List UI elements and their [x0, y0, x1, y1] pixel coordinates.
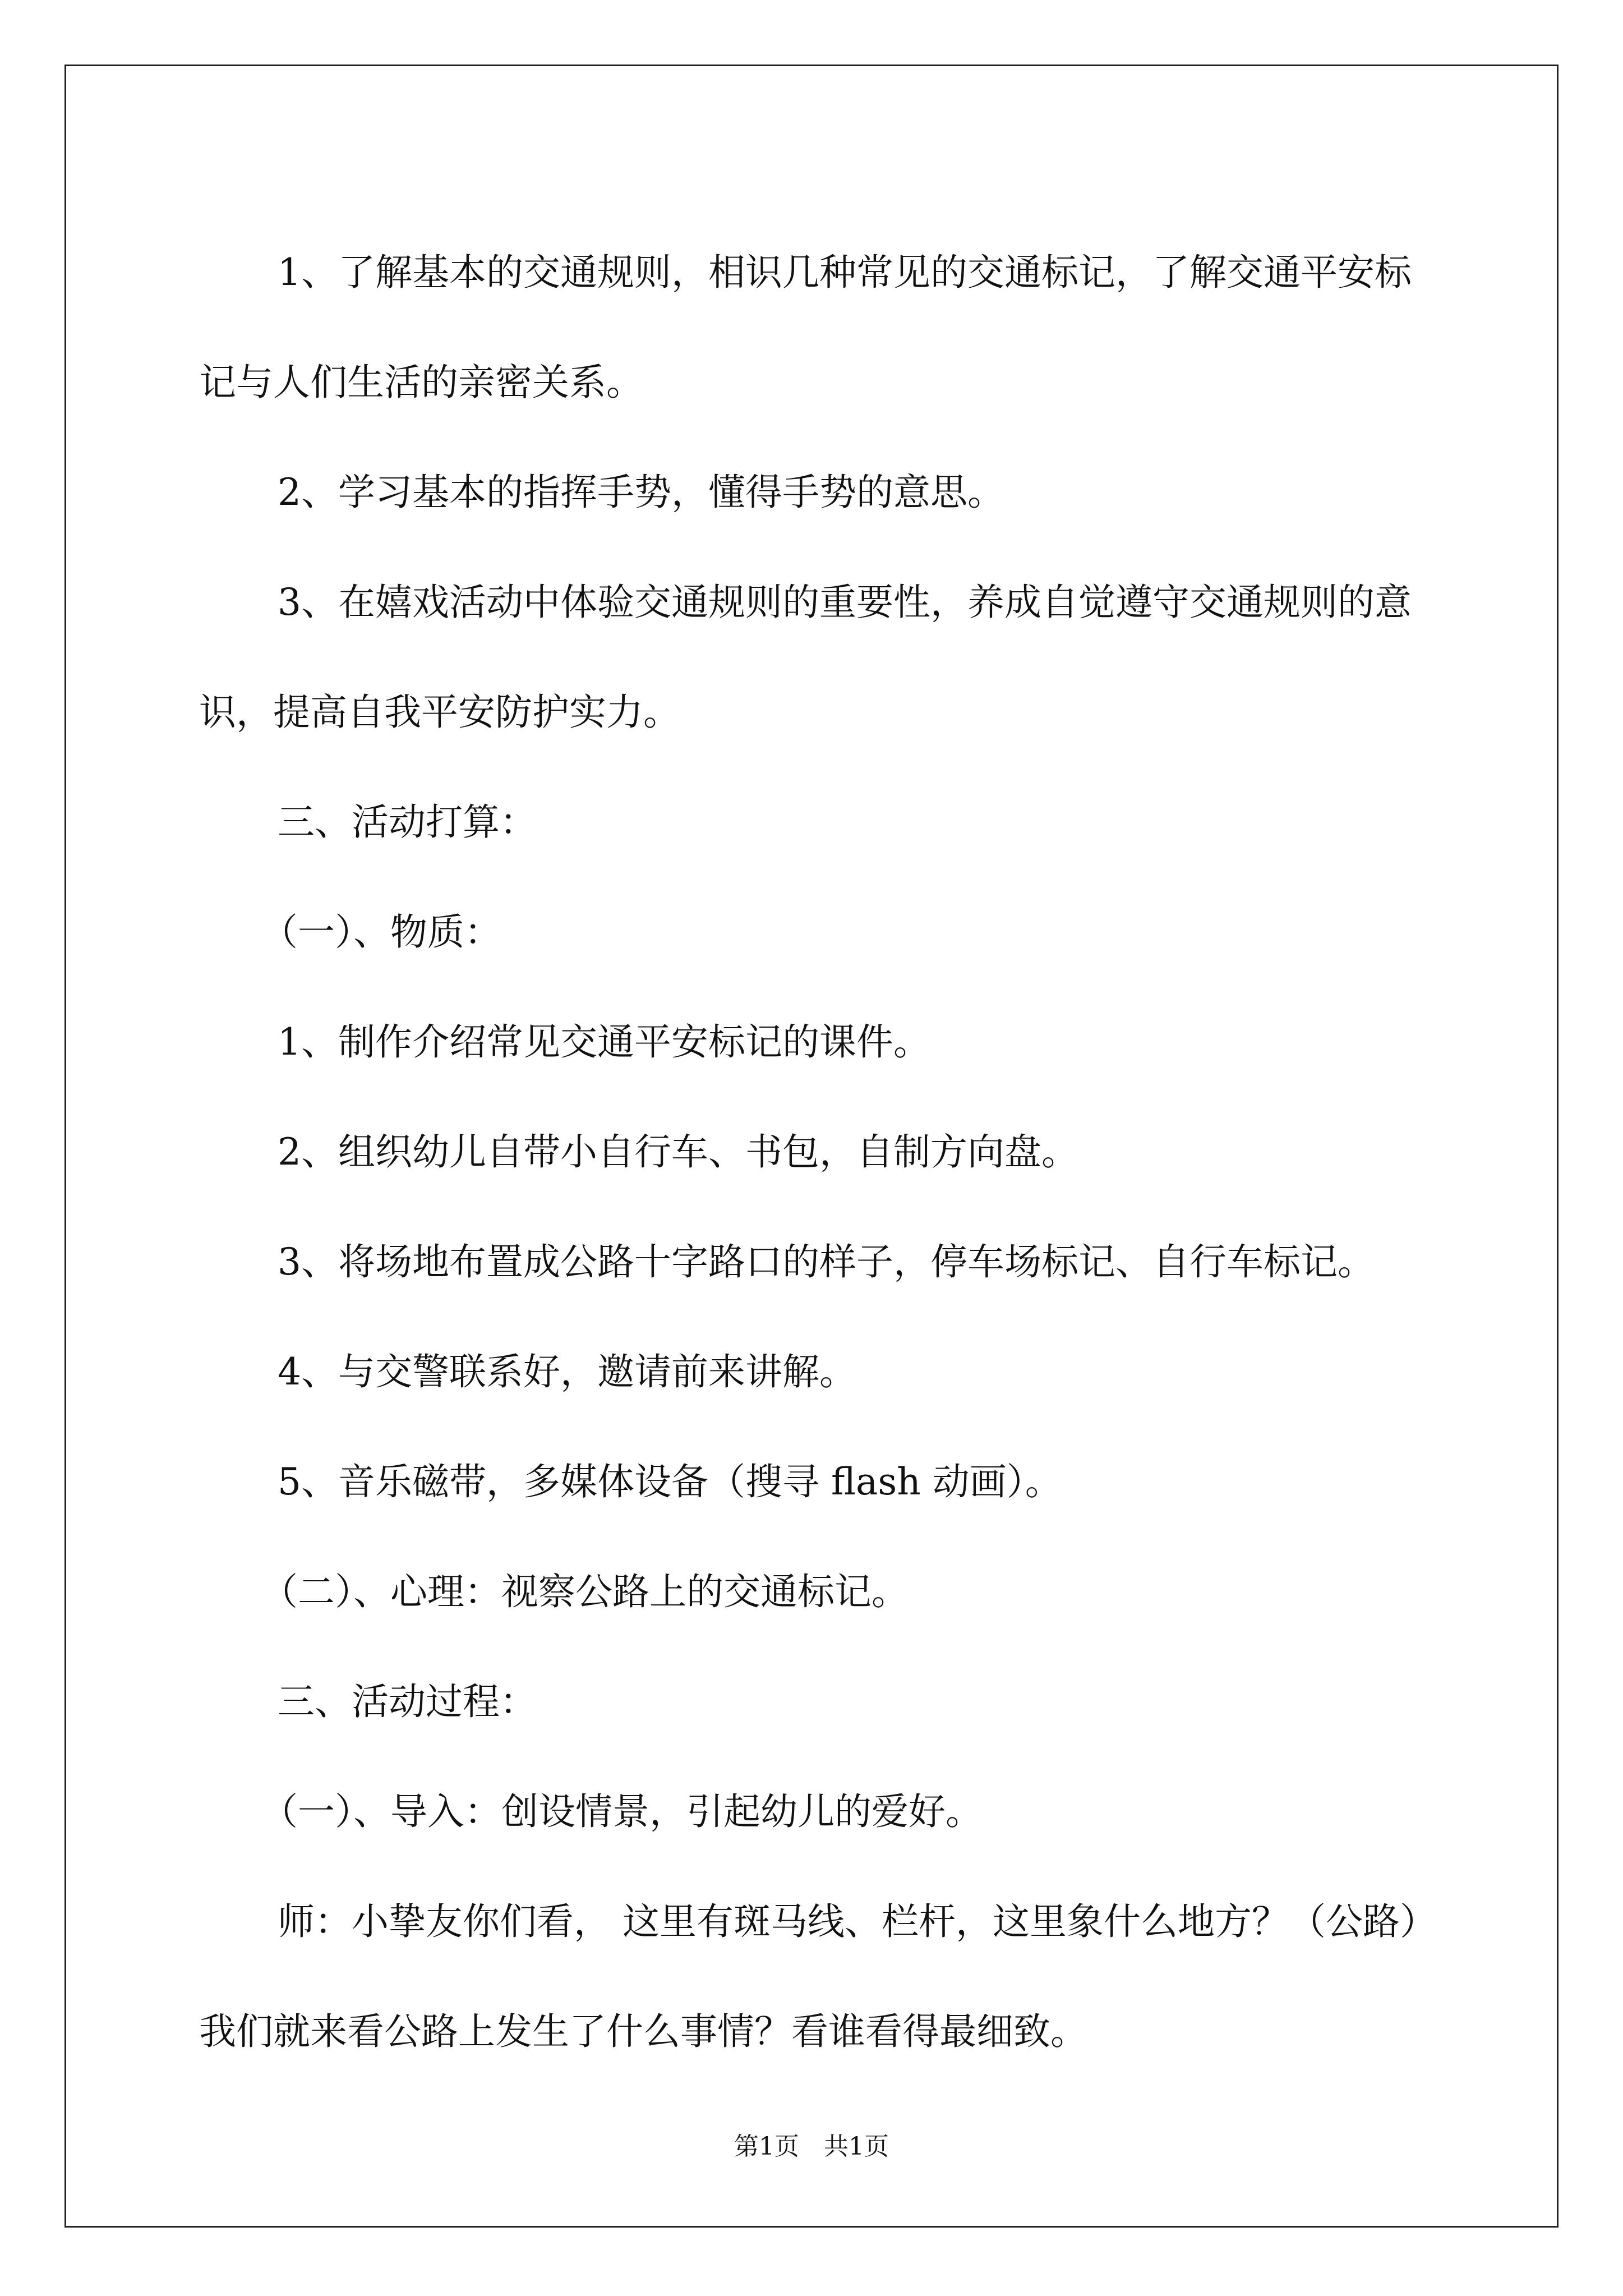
subheading-introduction: （一）、导入：创设情景，引起幼儿的爱好。: [261, 1790, 983, 1833]
paragraph-goal-3: 3、在嬉戏活动中体验交通规则的重要性，养成自觉遵守交通规则的意识，提高自我平安防护实力。: [199, 581, 1412, 734]
page-footer: 第1页 共1页: [734, 2132, 889, 2161]
paragraph-material-4: 4、与交警联系好，邀请前来讲解。: [278, 1350, 856, 1393]
paragraph-goal-2: 2、学习基本的指挥手势，懂得手势的意思。: [278, 471, 1004, 514]
paragraph-material-1: 1、制作介绍常见交通平安标记的课件。: [278, 1020, 930, 1064]
paragraph-goal-1: 1、了解基本的交通规则，相识几种常见的交通标记，了解交通平安标记与人们生活的亲密关系。: [199, 251, 1412, 404]
section-heading-process: 三、活动过程：: [278, 1680, 537, 1723]
subheading-materials: （一）、物质：: [261, 910, 501, 954]
section-heading-preparation: 三、活动打算：: [278, 800, 537, 844]
paragraph-material-2: 2、组织幼儿自带小自行车、书包，自制方向盘。: [278, 1130, 1078, 1174]
document-body: [199, 218, 1438, 2087]
paragraph-material-5: 5、音乐磁带，多媒体设备（搜寻 flash 动画）。: [278, 1460, 1062, 1503]
paragraph-teacher-dialogue: 师：小挚友你们看， 这里有斑马线、栏杆，这里象什么地方？（公路）我们就来看公路上发生了什么事情？看谁看得最细致。: [199, 1900, 1437, 2053]
paragraph-material-3: 3、将场地布置成公路十字路口的样子，停车场标记、自行车标记。: [278, 1240, 1375, 1283]
subheading-psychology: （二）、心理：视察公路上的交通标记。: [261, 1570, 909, 1613]
